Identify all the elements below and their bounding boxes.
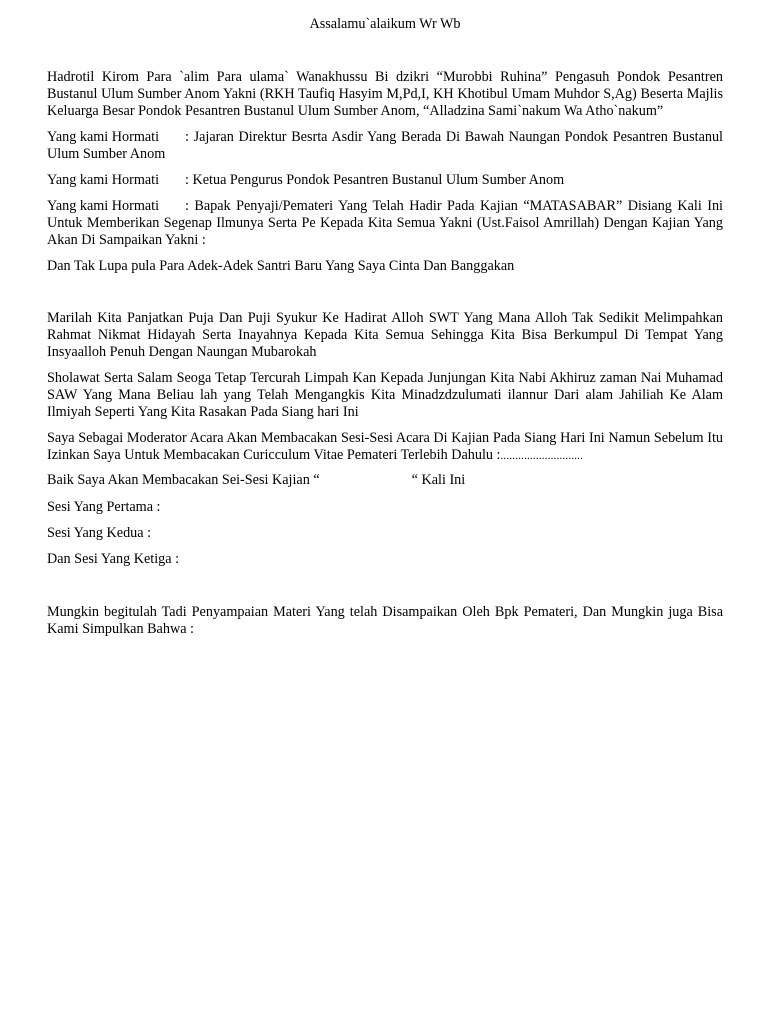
moderator-text: Saya Sebagai Moderator Acara Akan Membacakan Sesi-Sesi Acara Di Kajian Pada Siang Hari Ini Namun Sebelum Itu Izinkan Saya Untuk Membacakan Curicculum Vitae Pemateri Terlebih Dahulu : — [47, 430, 723, 463]
greeting-3-label: Yang kami Hormati — [47, 198, 160, 214]
session-1: Sesi Yang Pertama : — [47, 499, 161, 515]
santri-paragraph: Dan Tak Lupa pula Para Adek-Adek Santri Baru Yang Saya Cinta Dan Banggakan — [47, 258, 515, 274]
intro-paragraph: Hadrotil Kirom Para `alim Para ulama` Wanakhussu Bi dzikri “Murobbi Ruhina” Pengasuh Pondok Pesantren Bustanul Ulum Sumber Anom Yakni (RKH Taufiq Hasyim M,Pd,I, KH Khotibul Umam Muhdor S,Ag) Beserta Majlis Keluarga Besar Pondok Pesantren Bustanul Ulum Sumber Anom, “Alladzina Sami`nakum Wa Atho`nakum” — [47, 69, 723, 119]
session-3: Dan Sesi Yang Ketiga : — [47, 551, 180, 567]
sholawat-paragraph: Sholawat Serta Salam Seoga Tetap Tercurah Limpah Kan Kepada Junjungan Kita Nabi Akhiruz zaman Nai Muhamad SAW Yang Mana Beliau lah yang Telah Mengangkis Kita Minadzdzulumati ilannur Dari alam Jahiliah Ke Alam Ilmiyah Seperti Yang Kita Rasakan Pada Siang hari Ini — [47, 370, 723, 420]
greeting-2-text: : Ketua Pengurus Pondok Pesantren Bustanul Ulum Sumber Anom — [185, 172, 565, 188]
greeting-2-label: Yang kami Hormati — [47, 172, 160, 188]
session-2: Sesi Yang Kedua : — [47, 525, 152, 541]
closing-paragraph: Mungkin begitulah Tadi Penyampaian Materi Yang telah Disampaikan Oleh Bpk Pemateri, Dan Mungkin juga Bisa Kami Simpulkan Bahwa : — [47, 604, 723, 637]
greeting-1-label: Yang kami Hormati — [47, 129, 160, 145]
document-title: Assalamu`alaikum Wr Wb — [309, 16, 461, 32]
greeting-2 — [47, 172, 723, 189]
greeting-3-text: : Bapak Penyaji/Pemateri Yang Telah Hadir Pada Kajian “MATASABAR” Disiang Kali Ini Untuk Memberikan Segenap Ilmunya Serta Pe Kepada Kita Semua Yakni (Ust.Faisol Amrillah) Dengan Kajian Yang Akan Di Sampaikan Yakni : — [47, 198, 723, 248]
greeting-1-text: : Jajaran Direktur Besrta Asdir Yang Berada Di Bawah Naungan Pondok Pesantren Bustanul Ulum Sumber Anom — [47, 129, 723, 162]
sessions-intro-end: “ Kali Ini — [411, 472, 466, 488]
greeting-3 — [47, 198, 723, 248]
sessions-intro-start: Baik Saya Akan Membacakan Sei-Sesi Kajian “ — [47, 472, 320, 488]
moderator-paragraph — [47, 430, 723, 465]
greeting-1 — [47, 129, 723, 163]
praise-paragraph: Marilah Kita Panjatkan Puja Dan Puji Syukur Ke Hadirat Alloh SWT Yang Mana Alloh Tak Sedikit Melimpahkan Rahmat Nikmat Hidayah Serta Inayahnya Kepada Kita Semua Sehingga Kita Bisa Berkumpul Di Tempat Yang Insyaalloh Penuh Dengan Naungan Mubarokah — [47, 310, 723, 360]
sessions-intro — [47, 472, 723, 489]
moderator-dots: ............................ — [500, 449, 584, 462]
